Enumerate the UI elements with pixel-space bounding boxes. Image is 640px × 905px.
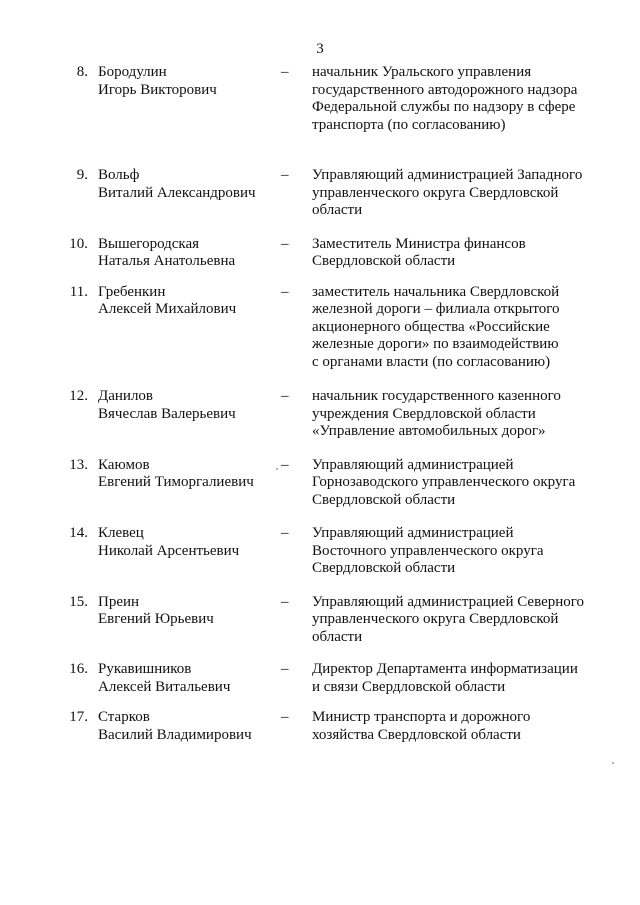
item-number: 8. xyxy=(76,64,88,80)
list-item xyxy=(0,64,640,134)
person-name xyxy=(98,236,281,271)
person-given-names: Василий Владимирович xyxy=(98,726,252,743)
person-surname: Данилов xyxy=(98,388,154,404)
dash-separator: – xyxy=(281,456,289,473)
person-given-names: Наталья Анатольевна xyxy=(98,253,236,269)
list-item xyxy=(0,525,640,578)
person-position: Управляющий администрацией Западного управленческого округа Свердловской области xyxy=(312,167,583,218)
dash-separator: – xyxy=(281,709,289,725)
item-number: 17. xyxy=(69,709,88,725)
list-item xyxy=(0,388,640,441)
item-number: 9. xyxy=(76,167,88,183)
person-surname: Вышегородская xyxy=(98,235,200,252)
person-position: начальник Уральского управления государственного автодорожного надзора Федеральной службы по надзору в сфере транспорта (по согласованию) xyxy=(312,64,578,133)
person-position: Управляющий администрацией Горнозаводского управленческого округа Свердловской области xyxy=(312,456,576,508)
dash-separator: – xyxy=(281,167,289,183)
dash-separator: – xyxy=(281,525,289,541)
person-name xyxy=(98,709,281,744)
person-position: Управляющий администрацией Северного управленческого округа Свердловской области xyxy=(312,593,585,645)
list-item xyxy=(0,661,640,696)
person-surname: Каюмов xyxy=(98,456,150,473)
item-number: 15. xyxy=(69,593,88,610)
item-number: 16. xyxy=(69,661,88,677)
person-given-names: Евгений Юрьевич xyxy=(98,611,214,627)
person-surname: Преин xyxy=(98,593,140,610)
person-surname: Бородулин xyxy=(98,64,167,80)
person-given-names: Алексей Витальевич xyxy=(98,678,231,695)
person-given-names: Вячеслав Валерьевич xyxy=(98,405,236,422)
dash-separator: – xyxy=(281,593,289,610)
list-item xyxy=(0,457,640,510)
dash-separator: – xyxy=(281,661,289,677)
list-item xyxy=(0,594,640,647)
person-position: Директор Департамента информатизации и связи Свердловской области xyxy=(312,661,578,695)
dash-separator: – xyxy=(281,388,289,404)
person-given-names: Виталий Александрович xyxy=(98,184,256,201)
list-item xyxy=(0,709,640,744)
list-item xyxy=(0,284,640,372)
item-number: 11. xyxy=(69,283,88,300)
person-position: заместитель начальника Свердловской железной дороги – филиала открытого акционерного общества «Российские железные дороги» по взаимодействию с органами власти (по согласованию) xyxy=(312,283,560,370)
list-item xyxy=(0,236,640,271)
person-given-names: Евгений Тиморгалиевич xyxy=(98,474,254,490)
dash-separator: – xyxy=(281,64,289,80)
item-number: 13. xyxy=(69,456,88,473)
person-surname: Клевец xyxy=(98,525,144,541)
page-number: 3 xyxy=(316,41,324,57)
dash-separator: – xyxy=(281,283,289,300)
person-name xyxy=(98,284,281,319)
person-given-names: Алексей Михайлович xyxy=(98,301,237,317)
person-position: Министр транспорта и дорожного хозяйства Свердловской области xyxy=(312,709,531,743)
person-surname: Гребенкин xyxy=(98,283,166,300)
list-item xyxy=(0,167,640,220)
person-position: начальник государственного казенного учреждения Свердловской области «Управление автомобильных дорог» xyxy=(312,388,561,439)
person-given-names: Игорь Викторович xyxy=(98,81,217,98)
item-number: 14. xyxy=(69,525,88,541)
person-name xyxy=(98,64,281,99)
person-name xyxy=(98,388,281,423)
person-given-names: Николай Арсентьевич xyxy=(98,542,240,559)
dash-separator: – xyxy=(281,235,289,252)
scan-speck xyxy=(276,468,278,470)
person-name xyxy=(98,167,281,202)
person-surname: Старков xyxy=(98,709,150,725)
item-number: 10. xyxy=(69,235,88,252)
person-position: Заместитель Министра финансов Свердловской области xyxy=(312,235,526,269)
person-name xyxy=(98,525,281,560)
person-surname: Вольф xyxy=(98,167,140,183)
person-name xyxy=(98,594,281,629)
scan-speck xyxy=(612,762,614,764)
person-name xyxy=(98,457,281,492)
person-position: Управляющий администрацией Восточного управленческого округа Свердловской области xyxy=(312,525,544,576)
person-surname: Рукавишников xyxy=(98,661,192,677)
member-list xyxy=(0,64,640,744)
item-number: 12. xyxy=(69,388,88,404)
person-name xyxy=(98,661,281,696)
